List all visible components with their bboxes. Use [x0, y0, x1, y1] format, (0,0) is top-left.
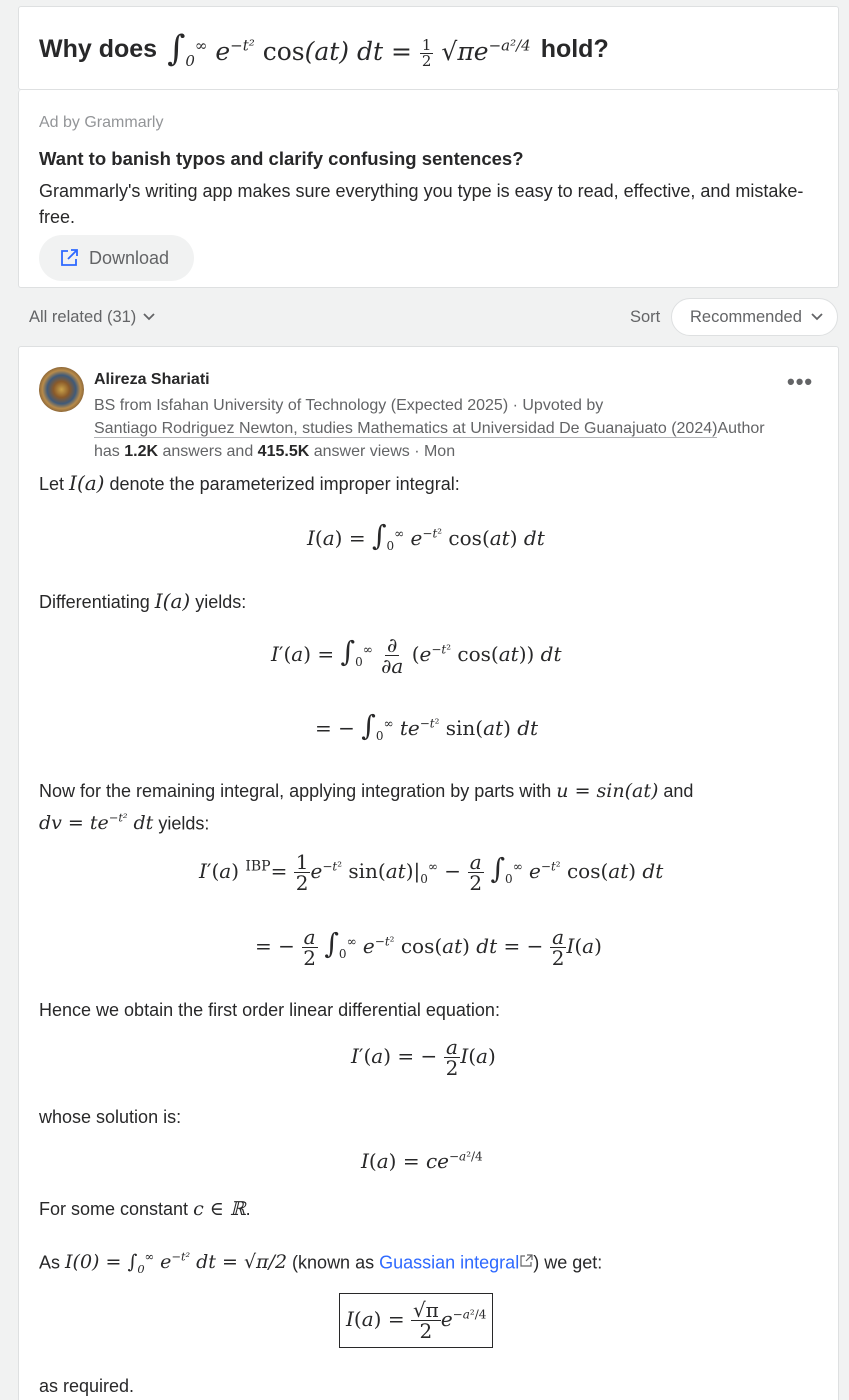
answer-paragraph — [39, 470, 460, 498]
chevron-down-icon — [142, 308, 156, 327]
text: As — [39, 1252, 61, 1273]
answer-time[interactable]: Mon — [423, 443, 456, 460]
sort-label: Sort — [630, 308, 661, 326]
views-count: 415.5K — [257, 443, 310, 460]
download-button-label: Download — [89, 247, 170, 268]
author-label: Author — [717, 420, 765, 437]
download-button[interactable] — [39, 235, 194, 281]
author-credential[interactable]: BS from Isfahan University of Technology (Expected 2025) — [94, 397, 509, 414]
avatar[interactable] — [39, 367, 84, 412]
sort-select[interactable] — [671, 298, 838, 336]
question-card — [18, 6, 839, 90]
views-text: answer views — [313, 443, 410, 460]
answer-paragraph — [39, 588, 246, 616]
answer-paragraph: For some constant c ∈ ℝ. — [39, 1198, 251, 1220]
text: denote the parameterized improper integral: — [109, 474, 460, 494]
equation-7: $I(a) = ce^{-a^2/4}$ — [361, 1149, 483, 1173]
equation-4: I′(a) $^{IBP}$= $\frac{1}{2}$ $e^{-t^2}$ $\sin(at)|_0^\infty$ − $\frac{a}{2}$ $\int_0^\infty$ $e^{-t^2}$ cos(at) dt — [199, 850, 664, 895]
author-name[interactable]: Alireza Shariati — [94, 371, 210, 388]
more-icon[interactable]: ••• — [787, 369, 814, 394]
answer-paragraph — [39, 1244, 602, 1283]
text: For some constant — [39, 1199, 189, 1219]
text: yields: — [195, 592, 247, 612]
math-inline: dv = $te^{-t^2}$ dt — [39, 811, 154, 835]
external-link-icon — [519, 1252, 533, 1272]
ad-card — [18, 90, 839, 288]
text: Differentiating — [39, 592, 150, 612]
question-prefix: Why does — [39, 35, 158, 63]
equation-final: I(a) = $\frac{√\pi}{2}$ $e^{-a^2/4}$ — [339, 1293, 493, 1348]
text: yields: — [158, 813, 210, 834]
upvoter-link[interactable]: Santiago Rodriguez Newton, studies Mathematics at Universidad De Guanajuato (2024) — [94, 420, 718, 437]
math-inline: I(a) — [154, 589, 191, 613]
equation-3: = − $\int_0^\infty$ $te^{-t^2}$ sin(at) dt — [315, 709, 539, 743]
math-inline: I(a) — [69, 471, 105, 495]
text: (known as — [292, 1252, 375, 1273]
external-link-icon — [59, 248, 79, 268]
question-title[interactable] — [39, 29, 609, 70]
math-inline: u = sin(at) — [556, 780, 659, 802]
question-formula: $\int_0^\infty$ $e^{-t^2}$ cos(at) dt = $\frac{1}{2}$ $√\pi e^{-a^2/4}$ — [167, 29, 531, 70]
all-related-filter[interactable] — [29, 308, 156, 327]
ad-headline[interactable]: Want to banish typos and clarify confusing sentences? — [39, 148, 524, 169]
math-inline: $I(0) = \int_0^\infty$ $e^{-t^2}$ dt = √π/2 — [65, 1250, 288, 1277]
answers-text: answers and — [162, 443, 254, 460]
has-text: has — [94, 443, 120, 460]
upvoted-by-label: Upvoted by — [522, 397, 604, 414]
answers-count: 1.2K — [124, 443, 159, 460]
text: and — [663, 781, 694, 801]
equation-6: I′(a) = − $\frac{a}{2}$ I(a) — [351, 1035, 496, 1080]
question-suffix: hold? — [540, 35, 609, 63]
author-meta: BS from Isfahan University of Technology (Expected 2025) · Upvoted by Santiago Rodriguez Newton, studies Mathematics at Universidad De Guanajuato (2024)Author has 1.2K answers and 415.5K answer views · Mon — [94, 397, 765, 460]
equation-5: = − $\frac{a}{2}$ $\int_0^\infty$ $e^{-t^2}$ cos(at) dt = − $\frac{a}{2}$ I(a) — [255, 925, 602, 970]
ad-body[interactable]: Grammarly's writing app makes sure everything you type is easy to read, effective, and mistake-free. — [39, 181, 804, 227]
sort-value: Recommended — [690, 307, 802, 326]
ad-label: Ad by Grammarly — [39, 114, 164, 131]
equation-1: $I(a) = \int_0^\infty$ $e^{-t^2}$ cos(at) dt — [307, 519, 545, 553]
math-inline: c ∈ ℝ — [193, 1198, 246, 1220]
answer-paragraph: as required. — [39, 1376, 135, 1396]
answer-card — [18, 346, 839, 1400]
gaussian-integral-link[interactable]: Guassian integral — [379, 1252, 520, 1273]
answer-paragraph: whose solution is: — [39, 1107, 182, 1127]
equation-2: $I'(a) = \int_0^\infty$ $\frac{\partial}{\partial a}$ ($e^{-t^2}$ cos(at)) dt — [271, 633, 562, 678]
text: Now for the remaining integral, applying integration by parts with — [39, 781, 552, 801]
text: Let — [39, 474, 65, 494]
answer-paragraph: Hence we obtain the first order linear differential equation: — [39, 1000, 500, 1020]
text: ) we get: — [533, 1252, 603, 1273]
answer-paragraph — [39, 778, 809, 837]
all-related-label: All related (31) — [29, 308, 137, 326]
chevron-down-icon — [810, 308, 824, 327]
